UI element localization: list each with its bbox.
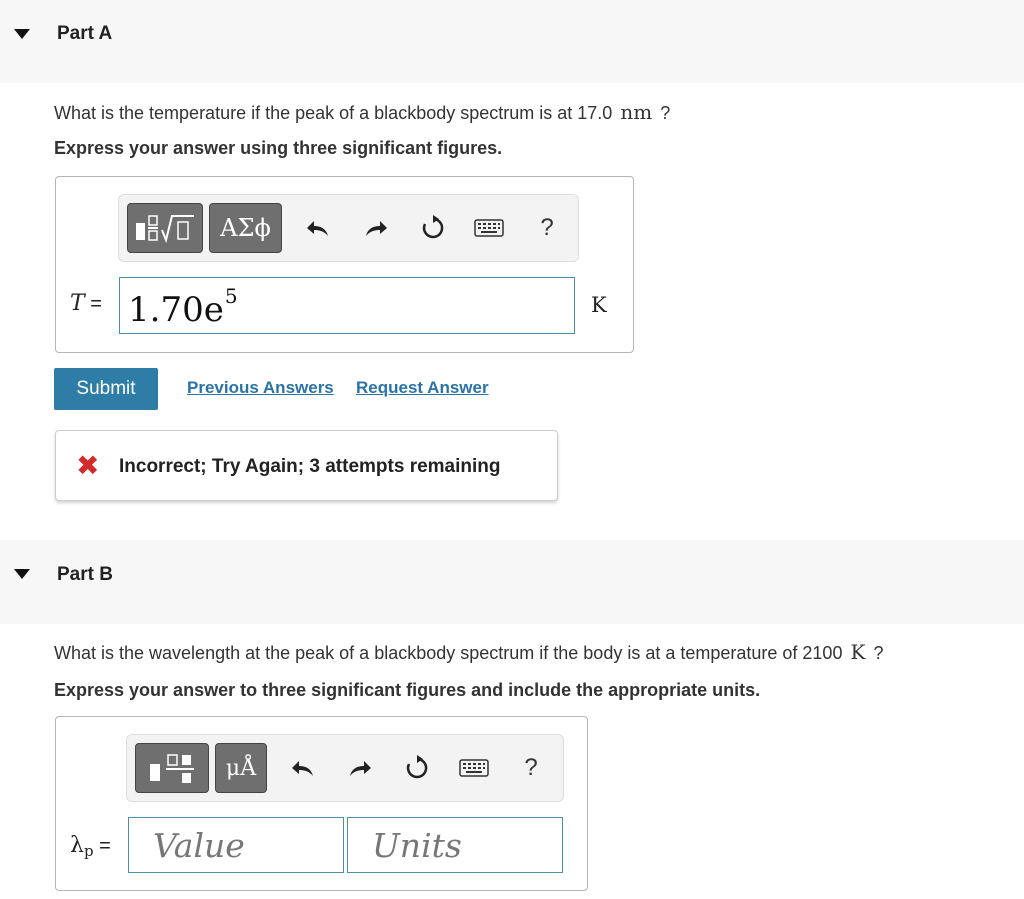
previous-answers-link[interactable]: Previous Answers — [187, 378, 334, 397]
question-mark: ? — [873, 643, 884, 663]
fraction-root-icon — [134, 212, 196, 244]
part-a-question — [54, 100, 670, 124]
reset-icon[interactable] — [402, 753, 432, 783]
submit-button[interactable]: Submit — [54, 368, 158, 410]
reset-icon[interactable] — [418, 213, 448, 243]
answer-value — [128, 284, 238, 330]
question-text: What is the temperature if the peak of a blackbody spectrum is at 17.0 — [54, 103, 613, 123]
variable-label — [70, 291, 102, 316]
equals-sign: = — [99, 835, 111, 857]
value-placeholder: Value — [153, 826, 245, 865]
part-b-question — [54, 640, 883, 664]
temperature-answer-input[interactable] — [119, 277, 575, 334]
incorrect-x-icon: ✖ — [76, 450, 100, 481]
equals-sign: = — [90, 293, 102, 315]
undo-icon[interactable] — [288, 753, 318, 783]
answer-mantissa: 1.70e — [128, 290, 224, 330]
value-input[interactable] — [128, 817, 344, 873]
question-unit: K — [850, 640, 866, 664]
answer-unit: K — [591, 293, 607, 317]
part-a-instruction: Express your answer using three significant figures. — [54, 138, 503, 158]
keyboard-icon[interactable] — [459, 753, 489, 783]
part-a-header[interactable] — [0, 0, 1024, 83]
help-button[interactable]: ? — [524, 754, 538, 781]
request-answer-link[interactable]: Request Answer — [356, 378, 489, 397]
feedback-message: Incorrect; Try Again; 3 attempts remaining — [119, 456, 501, 477]
redo-icon[interactable] — [361, 213, 391, 243]
feedback-box — [55, 430, 558, 501]
templates-button[interactable] — [127, 203, 203, 253]
math-toolbar — [126, 734, 564, 802]
variable-label — [70, 833, 111, 860]
templates-button[interactable] — [135, 743, 209, 793]
part-b-header[interactable] — [0, 540, 1024, 624]
units-symbols-button[interactable] — [215, 743, 267, 793]
answer-exponent: 5 — [224, 284, 238, 308]
fraction-icon — [144, 751, 200, 785]
part-b-instruction: Express your answer to three significant figures and include the appropriate units. — [54, 680, 761, 700]
units-placeholder: Units — [372, 826, 462, 865]
question-text: What is the wavelength at the peak of a blackbody spectrum if the body is at a temperature of 2100 — [54, 643, 843, 663]
greek-symbols-label: ΑΣϕ — [220, 214, 271, 242]
undo-icon[interactable] — [303, 213, 333, 243]
units-input[interactable] — [347, 817, 563, 873]
math-toolbar — [118, 194, 579, 262]
question-mark: ? — [660, 103, 671, 123]
help-button[interactable]: ? — [540, 214, 554, 241]
collapse-caret-icon[interactable] — [14, 569, 30, 579]
variable-subscript: p — [83, 842, 94, 860]
collapse-caret-icon[interactable] — [14, 29, 30, 39]
question-unit: nm — [620, 100, 653, 124]
units-symbols-label: μÅ — [225, 755, 257, 781]
part-b-title: Part B — [57, 564, 113, 585]
redo-icon[interactable] — [345, 753, 375, 783]
variable-symbol: λ — [70, 833, 84, 858]
greek-symbols-button[interactable] — [209, 203, 282, 253]
part-b-answer-box — [55, 716, 588, 891]
part-a-title: Part A — [57, 23, 113, 44]
part-a-answer-box — [55, 176, 634, 353]
keyboard-icon[interactable] — [474, 213, 504, 243]
variable-symbol: T — [70, 291, 85, 316]
